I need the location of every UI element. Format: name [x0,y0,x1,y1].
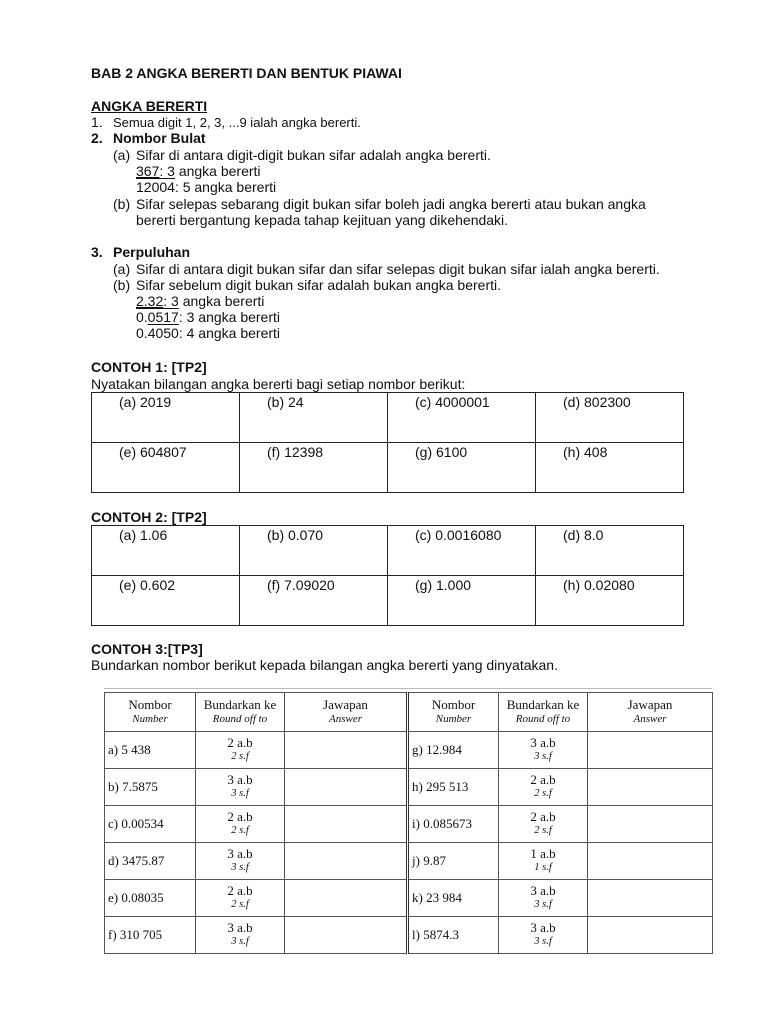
table-cell[interactable]: (a) 2019 [92,393,240,443]
point-2b-label: (b) [113,196,131,212]
header-main: Nombor [431,697,476,712]
round-off-cell [499,880,588,917]
header-main: Nombor [128,697,172,712]
contoh-1-heading: CONTOH 1: [TP2] [91,359,207,375]
table-cell[interactable]: (e) 0.602 [92,576,240,626]
table-cell[interactable]: (b) 0.070 [240,526,388,576]
table-row [105,806,713,843]
table-cell[interactable]: (c) 4000001 [388,393,536,443]
answer-cell[interactable] [588,917,713,954]
contoh-2-heading: CONTOH 2: [TP2] [91,509,207,525]
table-row [105,732,713,769]
round-off-cell [499,769,588,806]
header-main: Jawapan [627,697,673,712]
contoh-3-heading: CONTOH 3:[TP3] [91,641,203,657]
round-off-ab: 2 a.b [227,735,253,750]
round-off-sf: 3 s.f [231,788,249,799]
point-2a-label: (a) [113,147,131,163]
header-bundarkan [499,693,588,732]
round-off-cell [196,806,285,843]
point-3b-label: (b) [113,277,131,293]
round-off-sf: 2 s.f [231,825,249,836]
header-nombor [408,693,499,732]
contoh-3-instruction: Bundarkan nombor berikut kepada bilangan angka bererti yang dinyatakan. [91,657,558,673]
table-cell[interactable]: (e) 604807 [92,443,240,493]
point-2-number: 2. [91,130,103,146]
table-cell[interactable]: (d) 8.0 [536,526,684,576]
number-cell: a) 5 438 [105,732,196,769]
table-cell[interactable]: (f) 12398 [240,443,388,493]
table-row [92,576,684,626]
example-number: 2.32 [136,293,164,309]
table-row [105,880,713,917]
example-text: : 3 angka bererti [163,293,265,309]
point-1-text: Semua digit 1, 2, 3, ...9 ialah angka bererti. [113,115,361,130]
point-2b-text-1: Sifar selepas sebarang digit bukan sifar boleh jadi angka bererti atau bukan angka [136,196,646,212]
table-cell[interactable]: (d) 802300 [536,393,684,443]
example-text: : 3 angka bererti [159,163,261,179]
answer-cell[interactable] [285,732,408,769]
example-number: 367 [136,163,160,179]
round-off-ab: 2 a.b [530,772,556,787]
round-off-ab: 3 a.b [227,920,253,935]
table-cell[interactable]: (g) 1.000 [388,576,536,626]
header-sub: Round off to [515,713,571,725]
round-off-sf: 2 s.f [231,751,249,762]
answer-cell[interactable] [588,880,713,917]
round-off-ab: 3 a.b [530,920,556,935]
round-off-sf: 3 s.f [231,862,249,873]
contoh-3-table [104,692,713,954]
round-off-ab: 1 a.b [530,846,556,861]
answer-cell[interactable] [588,843,713,880]
table-cell[interactable]: (f) 7.09020 [240,576,388,626]
point-3-example-3 [136,325,280,341]
round-off-cell [196,917,285,954]
round-off-sf: 3 s.f [534,899,552,910]
table-row [92,526,684,576]
number-cell: h) 295 513 [408,769,499,806]
round-off-ab: 3 a.b [530,883,556,898]
answer-cell[interactable] [285,843,408,880]
point-2-heading: Nombor Bulat [113,130,206,146]
contoh-1-instruction: Nyatakan bilangan angka bererti bagi setiap nombor berikut: [91,376,466,392]
round-off-cell [196,769,285,806]
number-cell: b) 7.5875 [105,769,196,806]
point-3-example-2 [136,309,280,325]
round-off-cell [499,917,588,954]
table-body [105,732,713,954]
round-off-ab: 3 a.b [227,772,253,787]
header-jawapan [285,693,408,732]
number-cell: i) 0.085673 [408,806,499,843]
example-text: : 5 angka bererti [174,179,277,195]
number-cell: e) 0.08035 [105,880,196,917]
round-off-ab: 3 a.b [227,846,253,861]
header-main: Jawapan [323,697,368,712]
header-main: Bundarkan ke [203,697,277,712]
header-nombor [105,693,196,732]
table-row [105,769,713,806]
round-off-sf: 3 s.f [534,751,552,762]
round-off-cell [499,732,588,769]
round-off-ab: 3 a.b [530,735,556,750]
header-sub: Round off to [212,713,268,725]
number-cell: g) 12.984 [408,732,499,769]
number-cell: d) 3475.87 [105,843,196,880]
round-off-cell [499,843,588,880]
answer-cell[interactable] [285,806,408,843]
example-number: 12004 [136,179,175,195]
point-3-heading: Perpuluhan [113,244,191,260]
chapter-title: BAB 2 ANGKA BERERTI DAN BENTUK PIAWAI [91,65,402,81]
number-cell: j) 9.87 [408,843,499,880]
header-bundarkan [196,693,285,732]
section-heading: ANGKA BERERTI [91,98,208,114]
point-3a-label: (a) [113,261,131,277]
header-main: Bundarkan ke [506,697,580,712]
table-cell[interactable]: (h) 0.02080 [536,576,684,626]
example-text: : 4 angka bererti [178,325,281,341]
answer-cell[interactable] [285,917,408,954]
table-row [105,843,713,880]
header-sub: Number [132,713,168,725]
table-row [92,393,684,443]
table-cell[interactable]: (a) 1.06 [92,526,240,576]
round-off-cell [499,806,588,843]
point-2-example-2 [136,179,276,195]
table-cell[interactable]: (c) 0.0016080 [388,526,536,576]
round-off-sf: 2 s.f [534,825,552,836]
point-2a-text: Sifar di antara digit-digit bukan sifar adalah angka bererti. [136,147,491,163]
round-off-sf: 2 s.f [231,899,249,910]
point-3b-text: Sifar sebelum digit bukan sifar adalah bukan angka bererti. [136,277,501,293]
table-header-row [105,693,713,732]
number-cell: k) 23 984 [408,880,499,917]
point-2b-text-2: bererti bergantung kepada tahap kejituan yang dikehendaki. [136,212,509,228]
contoh-1-table [91,392,684,493]
round-off-sf: 1 s.f [534,862,552,873]
table-row [105,917,713,954]
point-2-example-1 [136,163,261,179]
number-cell: l) 5874.3 [408,917,499,954]
example-text: : 3 angka bererti [178,309,280,325]
header-jawapan [588,693,713,732]
round-off-sf: 2 s.f [534,788,552,799]
round-off-cell [196,732,285,769]
table-cell[interactable]: (h) 408 [536,443,684,493]
round-off-sf: 3 s.f [534,936,552,947]
header-sub: Answer [329,713,362,725]
answer-cell[interactable] [588,806,713,843]
point-1-number: 1. [91,114,103,130]
header-sub: Number [435,713,472,725]
header-sub: Answer [633,713,667,725]
round-off-cell [196,843,285,880]
round-off-ab: 2 a.b [530,809,556,824]
point-3-number: 3. [91,244,103,260]
table-cell[interactable]: (g) 6100 [388,443,536,493]
table-cell[interactable]: (b) 24 [240,393,388,443]
answer-cell[interactable] [285,880,408,917]
answer-cell[interactable] [588,732,713,769]
example-number: 0.0517 [136,309,179,325]
table-row [92,443,684,493]
contoh-2-table [91,525,684,626]
point-3-example-1 [136,293,264,309]
round-off-sf: 3 s.f [231,936,249,947]
example-prefix: 0. [136,325,148,341]
number-cell: c) 0.00534 [105,806,196,843]
scan-artifact-line [104,688,712,689]
round-off-ab: 2 a.b [227,809,253,824]
answer-cell[interactable] [588,769,713,806]
number-cell: f) 310 705 [105,917,196,954]
point-3a-text: Sifar di antara digit bukan sifar dan sifar selepas digit bukan sifar ialah angka bererti. [136,261,660,277]
round-off-cell [196,880,285,917]
round-off-ab: 2 a.b [227,883,253,898]
example-number: 4050 [147,325,179,341]
answer-cell[interactable] [285,769,408,806]
